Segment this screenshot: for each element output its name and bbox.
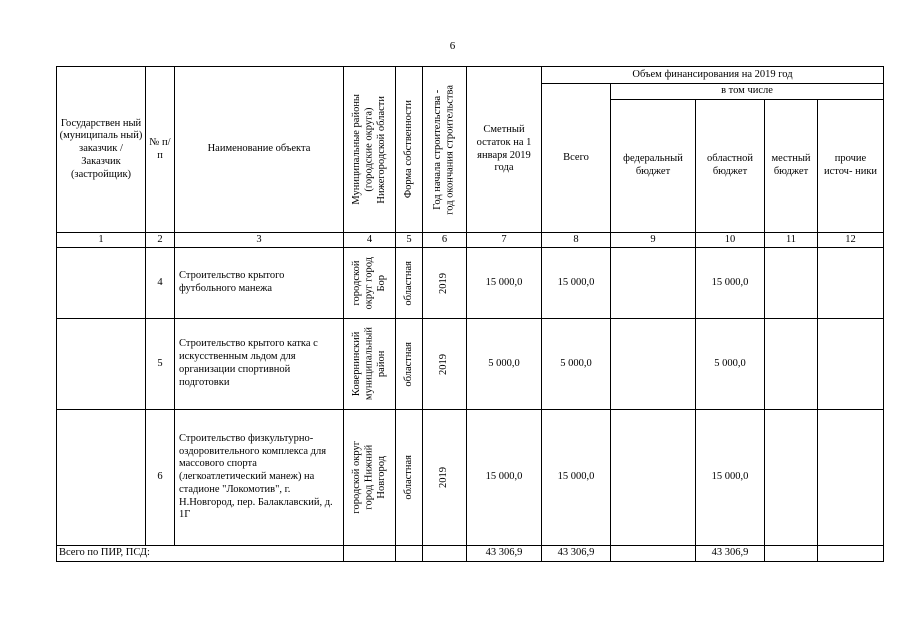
page-number: 6 [449, 40, 456, 52]
row-total: 15 000,0 [542, 410, 611, 546]
col-num-8: 8 [542, 233, 611, 248]
row-federal [611, 410, 696, 546]
row-ownership: областная [396, 319, 423, 410]
col-num-7: 7 [467, 233, 542, 248]
col-num-9: 9 [611, 233, 696, 248]
col-num-12: 12 [818, 233, 884, 248]
column-numbers-row [57, 233, 884, 248]
row-local [765, 248, 818, 319]
row-customer [57, 319, 146, 410]
row-other [818, 410, 884, 546]
row-total: 5 000,0 [542, 319, 611, 410]
row-local [765, 319, 818, 410]
row-regional: 15 000,0 [696, 248, 765, 319]
total-row [57, 546, 884, 562]
row-customer [57, 248, 146, 319]
row-regional: 5 000,0 [696, 319, 765, 410]
header-customer: Государствен ный (муниципаль ный) заказчик / Заказчик (застройщик) [57, 67, 146, 233]
header-object-name: Наименование объекта [175, 67, 344, 233]
total-regional: 43 306,9 [696, 546, 765, 562]
header-row-1 [57, 67, 884, 84]
row-num: 6 [146, 410, 175, 546]
col-num-5: 5 [396, 233, 423, 248]
row-object-name: Строительство крытого футбольного манежа [175, 248, 344, 319]
col-num-1: 1 [57, 233, 146, 248]
header-funding-title: Объем финансирования на 2019 год [542, 67, 884, 84]
col-num-4: 4 [344, 233, 396, 248]
header-estimate: Сметный остаток на 1 января 2019 года [467, 67, 542, 233]
col-num-6: 6 [423, 233, 467, 248]
col-num-3: 3 [175, 233, 344, 248]
row-num: 4 [146, 248, 175, 319]
header-including: в том числе [611, 84, 884, 100]
row-federal [611, 248, 696, 319]
row-district: городской округ город Нижний Новгород [344, 410, 396, 546]
row-num: 5 [146, 319, 175, 410]
row-years: 2019 [423, 319, 467, 410]
row-estimate: 15 000,0 [467, 248, 542, 319]
col-num-10: 10 [696, 233, 765, 248]
row-other [818, 248, 884, 319]
col-num-2: 2 [146, 233, 175, 248]
row-regional: 15 000,0 [696, 410, 765, 546]
header-federal: федеральный бюджет [611, 100, 696, 233]
header-num: № п/п [146, 67, 175, 233]
header-ownership: Форма собственности [396, 67, 423, 233]
table-row [57, 248, 884, 319]
row-years: 2019 [423, 410, 467, 546]
header-districts: Муниципальные районы (городские округа) Нижегородской области [344, 67, 396, 233]
total-label: Всего по ПИР, ПСД: [57, 546, 344, 562]
financing-table [56, 66, 884, 562]
header-other: прочие источ- ники [818, 100, 884, 233]
row-ownership: областная [396, 248, 423, 319]
row-object-name: Строительство крытого катка с искусственным льдом для организации спортивной подготовки [175, 319, 344, 410]
row-object-name: Строительство физкультурно-оздоровительного комплекса для массового спорта (легкоатлетический манеж) на стадионе "Локомотив", г. Н.Новгород, пер. Балаклавский, д. 1Г [175, 410, 344, 546]
row-estimate: 5 000,0 [467, 319, 542, 410]
header-years: Год начала строительства - год окончания строительства [423, 67, 467, 233]
row-federal [611, 319, 696, 410]
row-years: 2019 [423, 248, 467, 319]
header-regional: областной бюджет [696, 100, 765, 233]
table-row [57, 319, 884, 410]
header-total: Всего [542, 84, 611, 233]
table-row [57, 410, 884, 546]
row-total: 15 000,0 [542, 248, 611, 319]
total-total: 43 306,9 [542, 546, 611, 562]
row-other [818, 319, 884, 410]
row-district: Ковернинский муниципальный район [344, 319, 396, 410]
row-customer [57, 410, 146, 546]
row-ownership: областная [396, 410, 423, 546]
total-estimate: 43 306,9 [467, 546, 542, 562]
row-local [765, 410, 818, 546]
row-estimate: 15 000,0 [467, 410, 542, 546]
row-district: городской округ город Бор [344, 248, 396, 319]
col-num-11: 11 [765, 233, 818, 248]
header-local: местный бюджет [765, 100, 818, 233]
